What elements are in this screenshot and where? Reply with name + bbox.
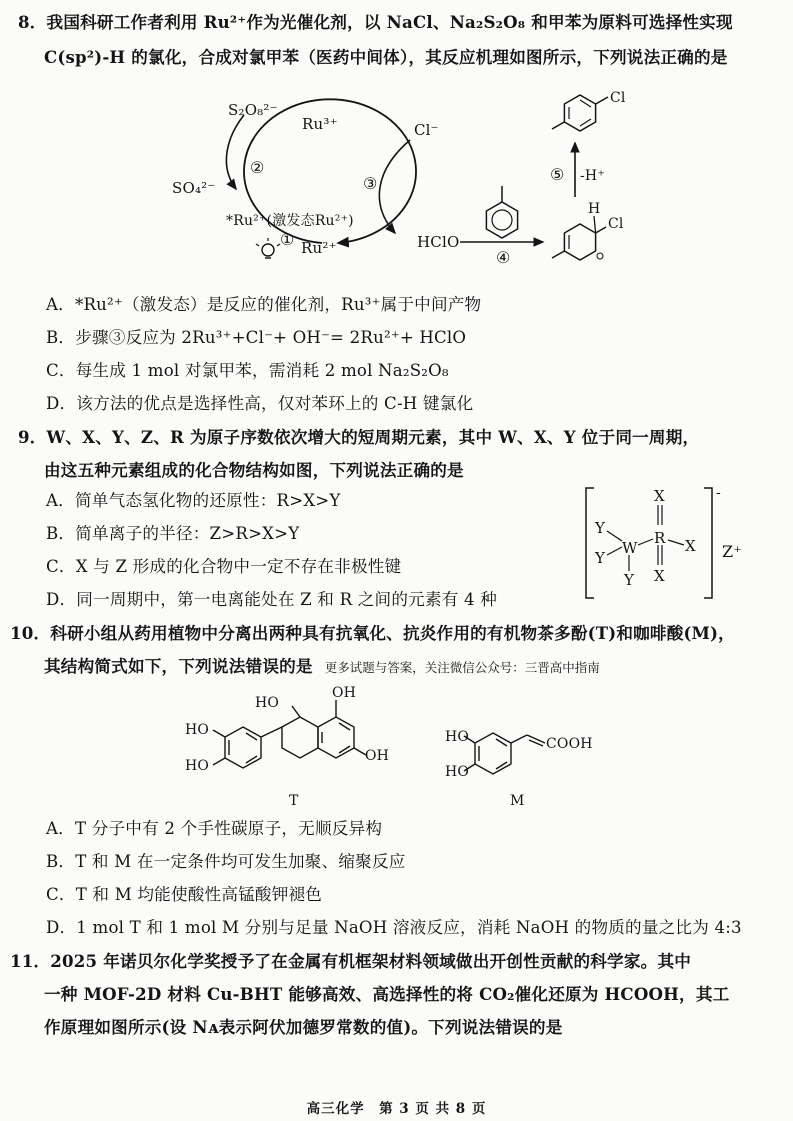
q8-option-b[interactable]: B．步骤③反应为 2Ru³⁺+Cl⁻+ OH⁻= 2Ru²⁺+ HClO xyxy=(46,328,467,347)
q8-stem-line2: C(sp²)-H 的氯化，合成对氯甲苯（医药中间体），其反应机理如图所示，下列说法正确的是 xyxy=(44,47,728,67)
excited-ru-label: *Ru²⁺(激发态Ru²⁺) xyxy=(226,213,354,229)
catechin-oh-top: OH xyxy=(332,685,357,701)
q9-stem-line1: 9．W、X、Y、Z、R 为原子序数依次增大的短周期元素，其中 W、X、Y 位于同一周期， xyxy=(18,427,700,447)
label-m: M xyxy=(510,793,525,809)
q10-stem-line1: 10．科研小组从药用植物中分离出两种具有抗氧化、抗炎作用的有机物茶多酚(T)和咖啡酸(M)， xyxy=(10,623,735,643)
cation-h-label: H xyxy=(588,201,601,217)
toluene-structure xyxy=(486,186,517,238)
right-bracket xyxy=(704,488,712,598)
catechin-ho-left1: HO xyxy=(185,722,210,738)
s2o8-label: S₂O₈²⁻ xyxy=(228,101,278,119)
q8-stem-line1: 8．我国科研工作者利用 Ru²⁺作为光催化剂，以 NaCl、Na₂S₂O₈ 和甲苯为原料可选择性实现 xyxy=(18,12,733,32)
step5-marker: ⑤ xyxy=(550,165,565,184)
x-atom-bottom: X xyxy=(654,567,665,585)
y-atom-top: Y xyxy=(595,519,606,537)
label-t: T xyxy=(289,793,299,809)
s2o8-to-so4-arc xyxy=(226,115,244,189)
q9-option-d[interactable]: D．同一周期中，第一电离能处在 Z 和 R 之间的元素有 4 种 xyxy=(46,590,497,609)
charge-label: - xyxy=(716,485,721,501)
catechin-ho-left2: HO xyxy=(185,758,210,774)
q10-option-a[interactable]: A．T 分子中有 2 个手性碳原子，无顺反异构 xyxy=(46,819,383,838)
r-atom: R xyxy=(654,529,666,547)
chlorinated-cation-structure xyxy=(552,216,606,260)
catechin-oh-right: OH xyxy=(365,748,390,764)
catechin-structure xyxy=(213,700,366,768)
step3-marker: ③ xyxy=(363,174,378,193)
step4-marker: ④ xyxy=(496,248,511,267)
q9-option-a[interactable]: A．简单气态氢化物的还原性：R>X>Y xyxy=(46,491,341,510)
cl-minus-label: Cl⁻ xyxy=(414,121,439,139)
q10-stem-line2 xyxy=(44,654,600,680)
q11-stem-line2: 一种 MOF-2D 材料 Cu-BHT 能够高效、高选择性的将 CO₂催化还原为 HCOOH，其工 xyxy=(44,984,730,1004)
left-bracket xyxy=(586,488,594,598)
light-bulb-icon xyxy=(256,238,280,258)
q10-stem-line2-text: 其结构简式如下，下列说法错误的是 xyxy=(44,656,313,676)
y-atom-bottom: Y xyxy=(624,571,635,589)
x-atom-right: X xyxy=(685,537,696,555)
q8-mechanism-diagram xyxy=(0,85,793,285)
q9-stem-line2: 由这五种元素组成的化合物结构如图，下列说法正确的是 xyxy=(44,460,464,480)
q10-option-d[interactable]: D．1 mol T 和 1 mol M 分别与足量 NaOH 溶液反应，消耗 NaOH 的物质的量之比为 4:3 xyxy=(46,918,742,937)
caffeic-ho-bottom: HO xyxy=(445,764,470,780)
caffeic-acid-structure xyxy=(464,733,545,774)
q9-option-c[interactable]: C．X 与 Z 形成的化合物中一定不存在非极性键 xyxy=(46,557,402,576)
wechat-note: 更多试题与答案，关注微信公众号：三晋高中指南 xyxy=(324,660,600,675)
p-chlorotoluene-structure xyxy=(552,95,608,131)
product-cl-label: Cl xyxy=(610,90,626,106)
so4-label: SO₄²⁻ xyxy=(172,179,216,197)
q10-option-c[interactable]: C．T 和 M 均能使酸性高锰酸钾褪色 xyxy=(46,885,323,904)
q8-option-a[interactable]: A．*Ru²⁺（激发态）是反应的催化剂，Ru³⁺属于中间产物 xyxy=(46,295,482,314)
q9-option-b[interactable]: B．简单离子的半径：Z>R>X>Y xyxy=(46,524,300,543)
minus-h-label: -H⁺ xyxy=(580,168,605,184)
cation-cl-label: Cl xyxy=(608,216,624,232)
hclo-label: HClO xyxy=(417,233,460,251)
q8-option-c[interactable]: C．每生成 1 mol 对氯甲苯，需消耗 2 mol Na₂S₂O₈ xyxy=(46,361,449,380)
z-plus-label: Z⁺ xyxy=(722,542,742,561)
caffeic-ho-top: HO xyxy=(445,729,470,745)
q11-stem-line3: 作原理如图所示(设 Nᴀ表示阿伏加德罗常数的值)。下列说法错误的是 xyxy=(44,1017,563,1037)
caffeic-cooh: COOH xyxy=(546,736,593,752)
q8-option-d[interactable]: D．该方法的优点是选择性高，仅对苯环上的 C-H 键氯化 xyxy=(46,394,474,413)
q10-option-b[interactable]: B．T 和 M 在一定条件均可发生加聚、缩聚反应 xyxy=(46,852,406,871)
step1-marker: ① xyxy=(280,230,295,249)
ru3-label: Ru³⁺ xyxy=(302,115,338,133)
w-atom: W xyxy=(622,539,638,557)
catechin-ho-ring: HO xyxy=(255,695,280,711)
q10-structures xyxy=(0,680,793,810)
ru2-label: Ru²⁺ xyxy=(301,239,337,257)
q11-stem-line1: 11．2025 年诺贝尔化学奖授予了在金属有机框架材料领域做出开创性贡献的科学家。其中 xyxy=(10,951,692,971)
y-atom-left: Y xyxy=(595,549,606,567)
step2-marker: ② xyxy=(250,158,265,177)
x-atom-top: X xyxy=(654,487,665,505)
q9-compound-structure xyxy=(580,483,780,608)
page-footer: 高三化学 第 3 页 共 8 页 xyxy=(306,1101,487,1117)
